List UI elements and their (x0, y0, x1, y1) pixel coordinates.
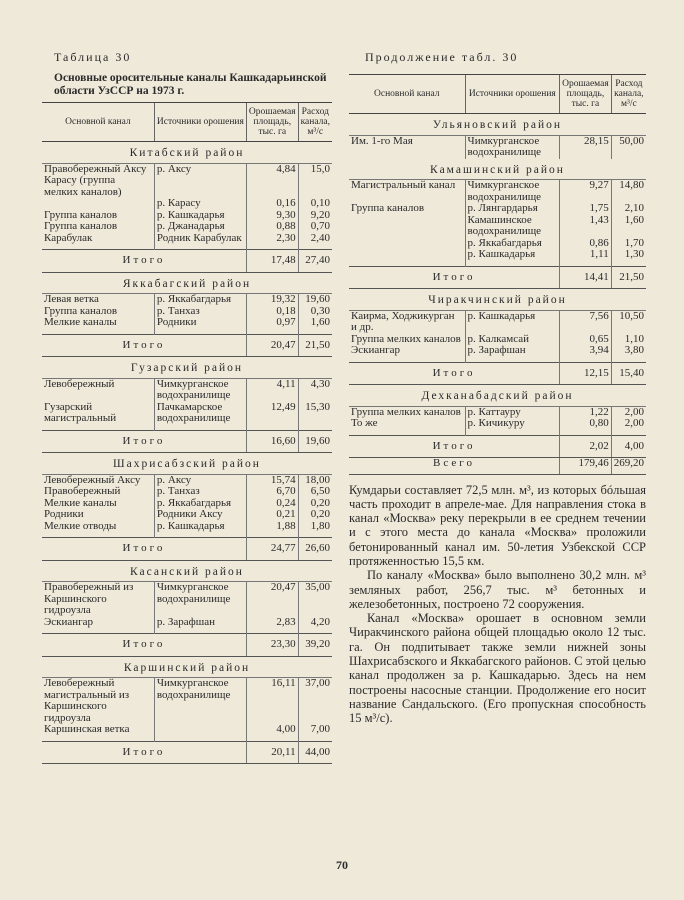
district-heading-row (349, 385, 646, 407)
flow-cell: 0,20 (298, 509, 332, 521)
table-continuation: Продолжение табл. 30 (365, 50, 519, 64)
header-source: Источники орошения (465, 75, 560, 114)
area-cell: 0,16 (246, 198, 298, 210)
total-area-cell: 23,30 (246, 634, 298, 657)
grand-total-area-cell: 179,46 (560, 458, 612, 475)
flow-cell: 2,00 (611, 418, 646, 430)
table-row (42, 521, 332, 533)
table-row (42, 233, 332, 245)
total-label: Итого (42, 741, 246, 764)
total-flow-cell: 4,00 (611, 435, 646, 458)
total-flow-cell: 26,60 (298, 538, 332, 561)
source-cell: р. Яккабагдарья (465, 238, 560, 250)
total-label: Итого (349, 362, 560, 385)
flow-cell: 2,10 (611, 203, 646, 215)
area-cell: 1,75 (560, 203, 612, 215)
paragraph: По каналу «Москва» было выполнено 30,2 млн. м³ земляных работ, 256,7 тыс. м³ бетонных и железобетонных, построено 72 сооружения. (349, 568, 646, 611)
district-heading: Ульяновский район (432, 119, 563, 131)
area-cell: 1,11 (560, 249, 612, 261)
total-label: Итого (42, 334, 246, 357)
canal-cell: Правобережный (44, 485, 121, 497)
total-area-cell: 16,60 (246, 430, 298, 453)
source-cell: р. Зарафшан (154, 617, 246, 629)
table-row (42, 617, 332, 629)
district-heading: Дехканабадский район (421, 390, 574, 402)
canal-cell (349, 238, 465, 250)
flow-cell: 18,00 (298, 474, 332, 486)
area-cell: 0,24 (246, 498, 298, 510)
header-source: Источники орошения (154, 103, 246, 142)
grand-total-row (349, 458, 646, 475)
area-cell: 15,74 (246, 474, 298, 486)
district-heading-row (42, 357, 332, 379)
district-heading-row (42, 272, 332, 294)
total-row (349, 435, 646, 458)
source-cell (154, 724, 246, 736)
flow-cell (298, 175, 332, 198)
table-row (42, 724, 332, 736)
district-heading-row (349, 289, 646, 311)
district-heading: Гузарский район (130, 362, 244, 374)
canal-cell: Левобережный Аксу (42, 474, 154, 486)
source-cell: р. Зарафшан (465, 345, 560, 357)
table-row (349, 180, 646, 204)
canal-cell: Правобережный из Каршинского гидроузла (42, 582, 154, 617)
header-area: Орошаемая площадь, тыс. га (246, 103, 298, 142)
canal-cell: Левая ветка (42, 294, 154, 306)
canal-cell: Гузарский магистральный (44, 400, 117, 424)
canal-cell: Каршинская ветка (44, 723, 130, 735)
table-row (349, 135, 646, 159)
flow-cell: 2,00 (611, 406, 646, 418)
total-label: Итого (349, 266, 560, 289)
page-number: 70 (336, 858, 348, 872)
source-cell: р. Кашкадарья (465, 310, 560, 334)
district-heading: Каршинский район (123, 661, 251, 674)
area-cell: 16,11 (246, 678, 298, 725)
district-heading: Камашинский район (430, 163, 565, 176)
flow-cell: 1,60 (298, 317, 332, 329)
total-row (42, 334, 332, 357)
district-heading-row (349, 114, 646, 136)
total-row (42, 634, 332, 657)
district-heading-row (42, 656, 332, 678)
table-row (349, 310, 646, 334)
area-cell: 4,00 (246, 724, 298, 736)
flow-cell: 6,50 (298, 486, 332, 498)
area-cell: 0,21 (246, 509, 298, 521)
flow-cell: 35,00 (298, 582, 332, 617)
district-heading: Яккабагский район (122, 277, 252, 290)
grand-total-flow-cell: 269,20 (611, 458, 646, 475)
source-cell: Чимкурганское водохранилище (465, 135, 560, 159)
table-row (42, 294, 332, 306)
total-label: Итого (42, 634, 246, 657)
area-cell: 4,11 (246, 378, 298, 402)
total-row (42, 250, 332, 273)
total-flow-cell: 44,00 (298, 741, 332, 764)
total-row (42, 741, 332, 764)
area-cell: 7,56 (560, 310, 612, 334)
total-flow-cell: 21,50 (298, 334, 332, 357)
source-cell: р. Карасу (154, 198, 246, 210)
source-cell: Чимкурганское водохранилище (154, 582, 246, 617)
table-row (349, 203, 646, 215)
area-cell: 0,86 (560, 238, 612, 250)
total-area-cell: 20,11 (246, 741, 298, 764)
total-area-cell: 12,15 (560, 362, 612, 385)
district-heading: Шахрисабзский район (113, 458, 261, 470)
table-row (42, 486, 332, 498)
left-column (42, 50, 332, 764)
canal-cell: Мелкие отводы (44, 519, 117, 532)
canal-cell (349, 249, 465, 261)
source-cell: Родник Карабулак (154, 233, 246, 245)
canal-cell: Им. 1-го Мая (349, 135, 465, 159)
canal-cell: Мелкие каналы (44, 496, 117, 509)
source-cell: р. Аксу (154, 474, 246, 486)
canal-cell: Группа мелких каналов (349, 406, 465, 418)
table-header-row (42, 103, 332, 142)
flow-cell: 0,30 (298, 306, 332, 318)
table-row (42, 509, 332, 521)
canal-cell: Эскиангар (351, 344, 401, 356)
total-flow-cell: 39,20 (298, 634, 332, 657)
flow-cell: 14,80 (611, 180, 646, 204)
area-cell: 0,88 (246, 221, 298, 233)
district-heading-row (349, 159, 646, 180)
header-flow: Расход канала, м³/с (611, 75, 646, 114)
canal-cell: Левобережный (42, 378, 154, 402)
source-cell: р. Танхаз (154, 486, 246, 498)
area-cell: 3,94 (560, 345, 612, 357)
source-cell: р. Танхаз (154, 306, 246, 318)
area-cell: 9,30 (246, 210, 298, 222)
flow-cell: 10,50 (611, 310, 646, 334)
total-area-cell: 24,77 (246, 538, 298, 561)
table-row (42, 678, 332, 725)
table-row (42, 582, 332, 617)
area-cell: 9,27 (560, 180, 612, 204)
paragraph: Кумдарьи составляет 72,5 млн. м³, из которых бóльшая часть проходит в апреле-мае. Для направления стока в канал «Москва» реку перекрыли в ее среднем течении и с этого места до канала «Москва» проложили бетонированный канал им. 50-летия Узбекской ССР протяженностью 15,5 км. (349, 482, 646, 568)
total-area-cell: 17,48 (246, 250, 298, 273)
total-flow-cell: 21,50 (611, 266, 646, 289)
flow-cell: 9,20 (298, 210, 332, 222)
source-cell: Камашинское водохранилище (465, 215, 560, 238)
header-canal: Основной канал (349, 75, 465, 114)
source-cell: Чимкурганское водохранилище (154, 378, 246, 402)
flow-cell: 15,30 (298, 402, 332, 425)
area-cell: 1,43 (560, 215, 612, 238)
canal-cell: То же (351, 417, 378, 429)
total-flow-cell: 19,60 (298, 430, 332, 453)
flow-cell: 1,70 (611, 238, 646, 250)
source-cell: р. Кашкадарья (154, 210, 246, 222)
flow-cell: 1,10 (611, 334, 646, 346)
header-canal: Основной канал (42, 103, 154, 142)
area-cell: 0,97 (246, 317, 298, 329)
table-body-left (42, 142, 332, 764)
header-flow: Расход канала, м³/с (298, 103, 332, 142)
paragraph: Канал «Москва» орошает в основном земли Чиракчинского района общей площадью около 12 тыс. га. Он подпитывает также земли нижней зоны Шахрисабзского и Яккабагского районов. С этой целью канал продолжен за р. Кашкадарью. Здесь на нем построены насосные станции. Продолжение его носит название Сандальского. (Его пропускная способность 15 м³/с). (349, 611, 646, 726)
flow-cell: 0,20 (298, 498, 332, 510)
table-body-right (349, 114, 646, 475)
total-row (42, 430, 332, 453)
flow-cell: 4,20 (298, 617, 332, 629)
canal-cell: Родники (44, 508, 84, 520)
total-flow-cell: 27,40 (298, 250, 332, 273)
flow-cell: 1,80 (298, 521, 332, 533)
source-cell: р. Яккабагдарья (154, 498, 246, 510)
total-label: Итого (42, 430, 246, 453)
canal-cell: Группа каналов (44, 304, 118, 317)
area-cell: 1,88 (246, 521, 298, 533)
source-cell: р. Аксу (154, 163, 246, 175)
source-cell: Чимкурганское водохранилище (465, 180, 560, 204)
flow-cell: 19,60 (298, 294, 332, 306)
canal-cell (349, 215, 465, 238)
canal-cell: Группа мелких каналов (351, 332, 461, 345)
table-row (349, 215, 646, 238)
total-label: Итого (349, 435, 560, 458)
area-cell: 2,83 (246, 617, 298, 629)
flow-cell: 2,40 (298, 233, 332, 245)
district-heading-row (42, 453, 332, 475)
table-row (42, 175, 332, 198)
canals-table-right (349, 74, 646, 475)
district-heading-row (42, 560, 332, 582)
body-text (349, 483, 646, 726)
area-cell: 28,15 (560, 135, 612, 159)
source-cell: Родники (154, 317, 246, 329)
area-cell: 6,70 (246, 486, 298, 498)
flow-cell: 4,30 (298, 378, 332, 402)
source-cell: р. Лянгардарья (465, 203, 560, 215)
total-area-cell: 14,41 (560, 266, 612, 289)
canal-cell: Группа каналов (44, 220, 118, 232)
canal-cell: Левобережный магистральный из Каршинского гидроузла (42, 678, 154, 725)
area-cell: 1,22 (560, 406, 612, 418)
total-row (349, 266, 646, 289)
district-heading: Касанский район (130, 565, 244, 578)
canals-table-left (42, 102, 332, 764)
total-area-cell: 2,02 (560, 435, 612, 458)
area-cell: 19,32 (246, 294, 298, 306)
total-row (349, 362, 646, 385)
district-heading: Китабский район (129, 147, 245, 159)
total-label: Итого (42, 250, 246, 273)
right-column (349, 50, 646, 726)
flow-cell: 0,70 (298, 221, 332, 233)
source-cell: р. Кичикуру (465, 418, 560, 430)
area-cell: 0,80 (560, 418, 612, 430)
table-row (42, 317, 332, 329)
source-cell: р. Кашкадарья (154, 521, 246, 533)
total-flow-cell: 15,40 (611, 362, 646, 385)
canal-cell: Правобережный Аксу (42, 163, 154, 175)
source-cell: р. Яккабагдарья (154, 294, 246, 306)
flow-cell: 1,60 (611, 215, 646, 238)
area-cell: 2,30 (246, 233, 298, 245)
source-cell (154, 175, 246, 198)
table-header-row (349, 75, 646, 114)
district-heading-row (42, 142, 332, 164)
flow-cell: 1,30 (611, 249, 646, 261)
flow-cell: 7,00 (298, 724, 332, 736)
canal-cell: Эскиангар (44, 615, 94, 628)
table-row (42, 402, 332, 425)
area-cell: 12,49 (246, 402, 298, 425)
table-row (349, 249, 646, 261)
canal-cell: Группа каналов (351, 202, 425, 214)
area-cell: 0,18 (246, 306, 298, 318)
table-row (349, 345, 646, 357)
table-row (42, 378, 332, 402)
canal-cell: Карасу (группа мелких каналов) (44, 174, 122, 198)
flow-cell: 0,10 (298, 198, 332, 210)
area-cell: 4,84 (246, 163, 298, 175)
grand-total-label: Всего (349, 458, 560, 475)
flow-cell: 3,80 (611, 345, 646, 357)
source-cell: р. Джанадарья (154, 221, 246, 233)
source-cell: Пачкамарское водохранилище (154, 402, 246, 425)
source-cell: р. Каттауру (465, 406, 560, 418)
canal-cell: Карабулак (44, 231, 93, 244)
flow-cell: 15,0 (298, 163, 332, 175)
source-cell: Чимкурганское водохранилище (154, 678, 246, 725)
total-area-cell: 20,47 (246, 334, 298, 357)
table-title: Основные оросительные каналы Кашкадарьинской области УзССР на 1973 г. (54, 72, 327, 97)
header-area: Орошаемая площадь, тыс. га (560, 75, 612, 114)
area-cell (246, 175, 298, 198)
source-cell: р. Калкамсай (465, 334, 560, 346)
table-row (42, 221, 332, 233)
total-label: Итого (42, 538, 246, 561)
canal-cell: Магистральный канал (349, 180, 465, 204)
table-row (42, 198, 332, 210)
source-cell: Родники Аксу (154, 509, 246, 521)
flow-cell: 37,00 (298, 678, 332, 725)
total-row (42, 538, 332, 561)
source-cell: р. Кашкадарья (465, 249, 560, 261)
canal-cell: Мелкие каналы (44, 316, 117, 328)
table-row (349, 418, 646, 430)
area-cell: 0,65 (560, 334, 612, 346)
canal-cell: Группа каналов (44, 208, 118, 221)
flow-cell: 50,00 (611, 135, 646, 159)
canal-cell (42, 198, 154, 210)
area-cell: 20,47 (246, 582, 298, 617)
table-number: Таблица 30 (54, 50, 132, 64)
district-heading: Чиракчинский район (428, 294, 567, 306)
canal-cell: Каирма, Ходжикурган и др. (349, 310, 465, 334)
